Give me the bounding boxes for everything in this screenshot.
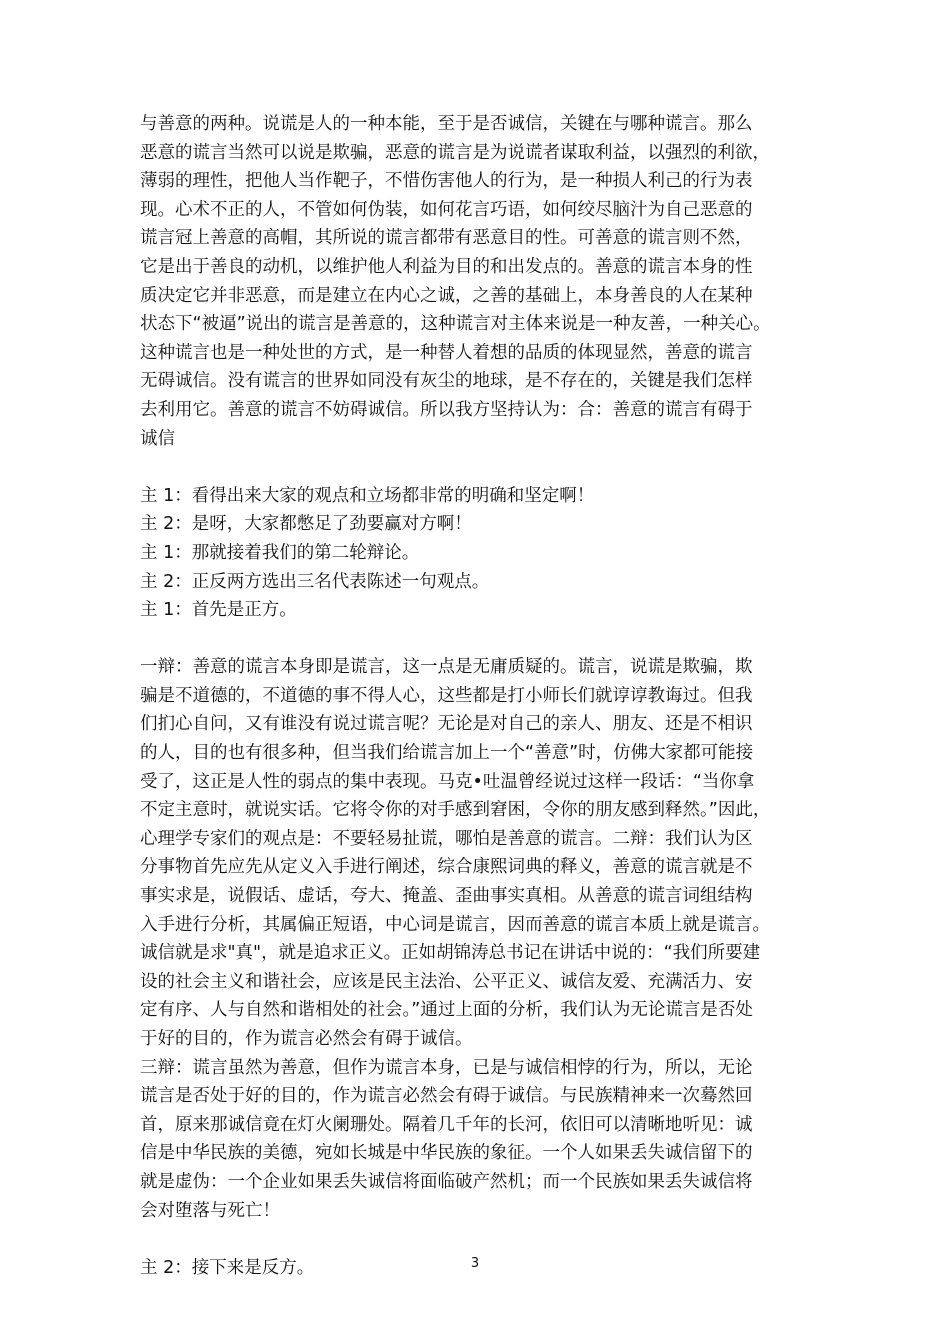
text-line: 设的社会主义和谐社会，应该是民主法治、公平正义、诚信友爱、充满活力、安 — [140, 971, 753, 992]
debate-statements — [140, 653, 830, 1225]
text-line: 恶意的谎言当然可以说是欺骗，恶意的谎言是为说谎者谋取利益，以强烈的利欲， — [140, 142, 770, 163]
text-line: 会对堕落与死亡！ — [140, 1200, 280, 1221]
text-line: 们扪心自问，又有谁没有说过谎言呢？无论是对自己的亲人、朋友、还是不相识 — [140, 714, 753, 735]
text-line: 事实求是，说假话、虚话，夸大、掩盖、歪曲事实真相。从善意的谎言词组结构 — [140, 886, 753, 907]
text-line: 谎言是否处于好的目的，作为谎言必然会有碍于诚信。与民族精神来一次蓦然回 — [140, 1086, 753, 1107]
host-line: 主 1：首先是正方。 — [140, 600, 297, 621]
text-line: 就是虚伪：一个企业如果丢失诚信将面临破产然机；而一个民族如果丢失诚信将 — [140, 1171, 753, 1192]
text-line: 分事物首先应先从定义入手进行阐述，综合康熙词典的释义，善意的谎言就是不 — [140, 857, 753, 878]
host-dialogue — [140, 482, 830, 625]
text-line: 不定主意时，就说实话。它将令你的对手感到窘困，令你的朋友感到释然。”因此， — [140, 800, 771, 821]
text-line: 首，原来那诚信竟在灯火阑珊处。隔着几千年的长河，依旧可以清晰地听见：诚 — [140, 1114, 753, 1135]
host-line: 主 2：正反两方选出三名代表陈述一句观点。 — [140, 571, 490, 592]
text-line: 诚信 — [140, 428, 175, 449]
text-line: 受了，这正是人性的弱点的集中表现。马克•吐温曾经说过这样一段话：“当你拿 — [140, 771, 755, 792]
text-line: 质决定它并非恶意，而是建立在内心之诚，之善的基础上，本身善良的人在某种 — [140, 285, 753, 306]
text-line: 无碍诚信。没有谎言的世界如同没有灰尘的地球，是不存在的，关键是我们怎样 — [140, 371, 753, 392]
text-line: 谎言冠上善意的高帽，其所说的谎言都带有恶意目的性。可善意的谎言则不然， — [140, 228, 753, 249]
text-line: 骗是不道德的，不道德的事不得人心，这些都是打小师长们就谆谆教诲过。但我 — [140, 685, 753, 706]
text-line: 去利用它。善意的谎言不妨碍诚信。所以我方坚持认为：合：善意的谎言有碍于 — [140, 399, 753, 420]
blank-line — [140, 625, 830, 654]
text-line: 心理学专家们的观点是：不要轻易扯谎，哪怕是善意的谎言。二辩：我们认为区 — [140, 828, 753, 849]
host-line: 主 1：看得出来大家的观点和立场都非常的明确和坚定啊！ — [140, 485, 595, 506]
argument-paragraph — [140, 110, 830, 453]
text-line: 与善意的两种。说谎是人的一种本能，至于是否诚信，关键在与哪种谎言。那么 — [140, 114, 753, 134]
page-body — [140, 110, 830, 1282]
text-line: 一辩：善意的谎言本身即是谎言，这一点是无庸质疑的。谎言，说谎是欺骗，欺 — [140, 657, 753, 678]
host-line: 主 2：是呀，大家都憋足了劲要赢对方啊！ — [140, 514, 472, 535]
text-line: 现。心术不正的人，不管如何伪装，如何花言巧语，如何绞尽脑汁为自己恶意的 — [140, 199, 753, 220]
blank-line — [140, 1225, 830, 1254]
text-line: 它是出于善良的动机，以维护他人利益为目的和出发点的。善意的谎言本身的性 — [140, 256, 753, 277]
host-line: 主 1：那就接着我们的第二轮辩论。 — [140, 542, 420, 563]
page-number: 3 — [470, 1256, 480, 1271]
text-line: 的人，目的也有很多种，但当我们给谎言加上一个“善意”时，仿佛大家都可能接 — [140, 743, 754, 764]
text-line: 定有序、人与自然和谐相处的社会。”通过上面的分析，我们认为无论谎言是否处 — [140, 1000, 753, 1021]
host-line: 主 2：接下来是反方。 — [140, 1257, 315, 1278]
text-line: 于好的目的，作为谎言必然会有碍于诚信。 — [140, 1029, 473, 1049]
text-line: 状态下“被逼”说出的谎言是善意的，这种谎言对主体来说是一种友善，一种关心。 — [140, 314, 771, 335]
text-line: 薄弱的理性，把他人当作靶子，不惜伤害他人的行为，是一种损人利己的行为表 — [140, 171, 753, 192]
text-line: 入手进行分析，其属偏正短语，中心词是谎言，因而善意的谎言本质上就是谎言。 — [140, 914, 770, 935]
text-line: 信是中华民族的美德，宛如长城是中华民族的象征。一个人如果丢失诚信留下的 — [140, 1143, 753, 1164]
text-line: 诚信就是求"真"，就是追求正义。正如胡锦涛总书记在讲话中说的：“我们所要建 — [140, 943, 761, 964]
text-line: 三辩：谎言虽然为善意，但作为谎言本身，已是与诚信相悖的行为，所以，无论 — [140, 1057, 753, 1078]
blank-line — [140, 453, 830, 482]
text-line: 这种谎言也是一种处世的方式，是一种替人着想的品质的体现显然，善意的谎言 — [140, 342, 753, 363]
